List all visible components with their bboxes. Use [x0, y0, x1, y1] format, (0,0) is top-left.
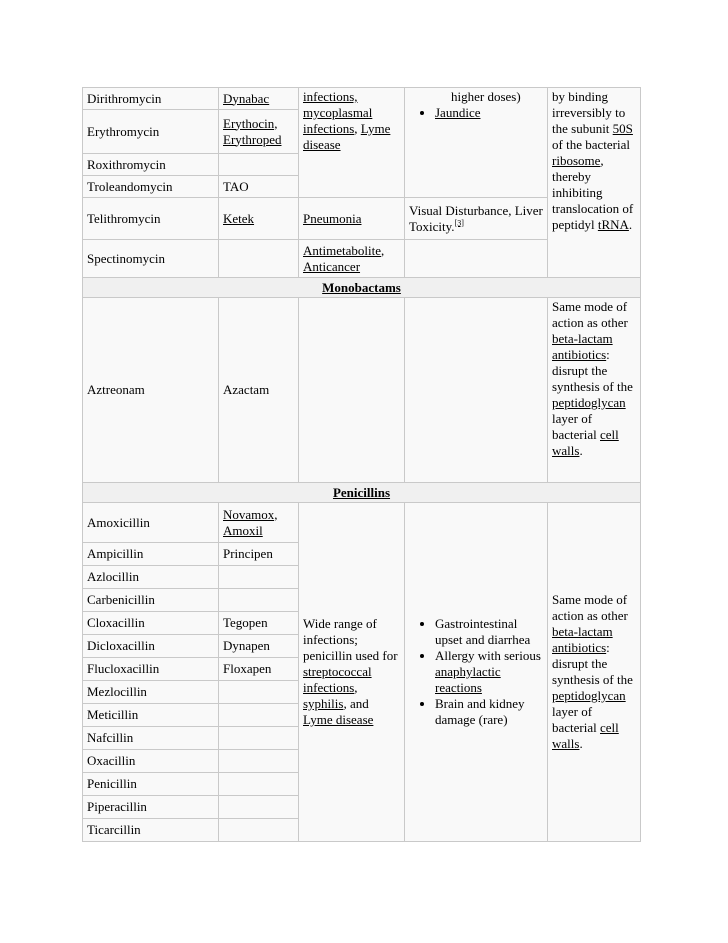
side-effect-text: Visual Disturbance, Liver Toxicity. — [409, 202, 543, 234]
section-header-row — [83, 483, 641, 503]
uses-link-antimetabolite[interactable]: Antimetabolite — [303, 242, 381, 258]
uses-link-anticancer[interactable]: Anticancer — [303, 258, 361, 274]
drug-name: Flucloxacillin — [83, 658, 219, 681]
trade-name: Tegopen — [219, 612, 299, 635]
trade-name: Floxapen — [219, 658, 299, 681]
mechanism-text: . — [579, 443, 583, 458]
drug-name: Penicillin — [83, 773, 219, 796]
side-effects-cell — [405, 88, 548, 198]
uses-link-mycoplasmal[interactable]: mycoplasmal — [303, 105, 373, 120]
drug-name: Mezlocillin — [83, 681, 219, 704]
drug-name: Dicloxacillin — [83, 635, 219, 658]
uses-cell[interactable]: Pneumonia — [299, 198, 405, 240]
drug-name: Aztreonam — [83, 298, 219, 483]
table-row — [83, 298, 641, 483]
trade-name: TAO — [219, 176, 299, 198]
antibiotics-table — [82, 87, 641, 842]
mechanism-cell — [548, 88, 641, 278]
uses-link-disease[interactable]: disease — [303, 137, 341, 152]
mechanism-link-beta-lactam[interactable]: beta-lactam antibiotics — [552, 331, 613, 362]
trade-name — [219, 819, 299, 842]
trade-name — [219, 566, 299, 589]
drug-name: Ampicillin — [83, 543, 219, 566]
uses-cell — [299, 503, 405, 842]
section-link[interactable]: Monobactams — [322, 279, 401, 295]
drug-name: Cloxacillin — [83, 612, 219, 635]
uses-link-streptococcal[interactable]: streptococcal infections — [303, 664, 372, 695]
drug-name: Troleandomycin — [83, 176, 219, 198]
drug-name: Piperacillin — [83, 796, 219, 819]
trade-name[interactable]: Ketek — [219, 198, 299, 240]
mechanism-text: . — [628, 217, 633, 232]
drug-name: Erythromycin — [83, 110, 219, 154]
trade-name — [219, 240, 299, 278]
trade-name — [219, 704, 299, 727]
trade-name[interactable]: Dynabac — [219, 88, 299, 110]
section-header-row — [83, 278, 641, 298]
mechanism-link-cell-walls[interactable]: cell walls — [552, 720, 619, 751]
mechanism-link-peptidoglycan[interactable]: peptidoglycan — [552, 688, 626, 703]
uses-text: , — [354, 680, 358, 695]
drug-name: Nafcillin — [83, 727, 219, 750]
section-title-monobactams[interactable] — [83, 278, 641, 298]
trade-name — [219, 750, 299, 773]
reference-link[interactable]: [3] — [454, 218, 464, 228]
drug-name: Dirithromycin — [83, 88, 219, 110]
side-effects-cell — [405, 298, 548, 483]
mechanism-text: : disrupt the synthesis of the — [552, 347, 633, 394]
uses-cell — [299, 240, 405, 278]
side-effects-cell — [405, 198, 548, 240]
trade-name[interactable]: Erythocin, Erythroped — [219, 110, 299, 154]
trade-name — [219, 681, 299, 704]
trade-name — [219, 796, 299, 819]
table-row — [83, 503, 641, 543]
side-effect-link-anaphylactic[interactable]: anaphylactic reactions — [435, 664, 501, 695]
mechanism-text: : disrupt the synthesis of the — [552, 640, 633, 687]
trade-name: Azactam — [219, 298, 299, 483]
mechanism-link-ribosome[interactable]: ribosome — [552, 153, 601, 168]
drug-name: Amoxicillin — [83, 503, 219, 543]
mechanism-cell — [548, 503, 641, 842]
side-effect-allergy — [435, 648, 543, 696]
mechanism-cell — [548, 298, 641, 483]
mechanism-text: of the bacterial — [552, 137, 630, 152]
uses-text: , — [380, 242, 385, 258]
mechanism-link-trna[interactable]: tRNA — [597, 217, 629, 232]
mechanism-text: layer of bacterial — [552, 704, 597, 735]
uses-link-infections[interactable]: infections, — [303, 89, 358, 104]
uses-link-lyme[interactable]: Lyme — [360, 121, 391, 136]
mechanism-link-cell-walls[interactable]: cell walls — [552, 427, 619, 458]
mechanism-text: , thereby inhibiting translocation of peptidyl — [552, 153, 634, 232]
trade-name — [219, 773, 299, 796]
mechanism-text: . — [579, 736, 583, 751]
uses-link-infections-2[interactable]: infections — [303, 121, 355, 136]
drug-name: Oxacillin — [83, 750, 219, 773]
uses-text: , — [354, 121, 358, 136]
drug-name: Azlocillin — [83, 566, 219, 589]
drug-name: Roxithromycin — [83, 154, 219, 176]
trade-name — [219, 727, 299, 750]
uses-link-syphilis[interactable]: syphilis — [303, 696, 344, 711]
trade-name[interactable]: Novamox, Amoxil — [219, 503, 299, 543]
side-effects-cell — [405, 240, 548, 278]
uses-cell — [299, 88, 405, 198]
side-effect-gi: • Gastrointestinal upset and diarrhea — [435, 616, 543, 648]
uses-text: Wide range of infections; penicillin used for — [303, 616, 398, 663]
mechanism-link-50s[interactable]: 50S — [612, 121, 633, 136]
uses-text: , and — [343, 696, 369, 711]
mechanism-text: Same mode of action as other — [552, 299, 628, 330]
drug-name: Spectinomycin — [83, 240, 219, 278]
side-effect-kidney: • Brain and kidney damage (rare) — [435, 696, 543, 728]
trade-name — [219, 154, 299, 176]
trade-name: Dynapen — [219, 635, 299, 658]
mechanism-text: by binding irreversibly to the subunit — [552, 89, 626, 136]
drug-name: Telithromycin — [83, 198, 219, 240]
drug-name: Carbenicillin — [83, 589, 219, 612]
side-effects-cell — [405, 503, 548, 842]
drug-name: Meticillin — [83, 704, 219, 727]
trade-name — [219, 589, 299, 612]
section-title-penicillins[interactable] — [83, 483, 641, 503]
mechanism-text: layer of bacterial — [552, 411, 597, 442]
side-effect-text: Allergy with serious — [435, 648, 541, 663]
trade-name: Principen — [219, 543, 299, 566]
table-row — [83, 88, 641, 110]
side-effect-jaundice[interactable]: • Jaundice — [435, 105, 543, 121]
mechanism-link-beta-lactam[interactable]: beta-lactam antibiotics — [552, 624, 613, 655]
uses-link-lyme-disease[interactable]: Lyme disease — [303, 712, 374, 727]
side-effect-continued: higher doses) — [451, 89, 521, 104]
uses-cell — [299, 298, 405, 483]
section-link[interactable]: Penicillins — [332, 484, 391, 500]
mechanism-link-peptidoglycan[interactable]: peptidoglycan — [552, 395, 626, 410]
mechanism-text: Same mode of action as other — [552, 592, 628, 623]
drug-name: Ticarcillin — [83, 819, 219, 842]
